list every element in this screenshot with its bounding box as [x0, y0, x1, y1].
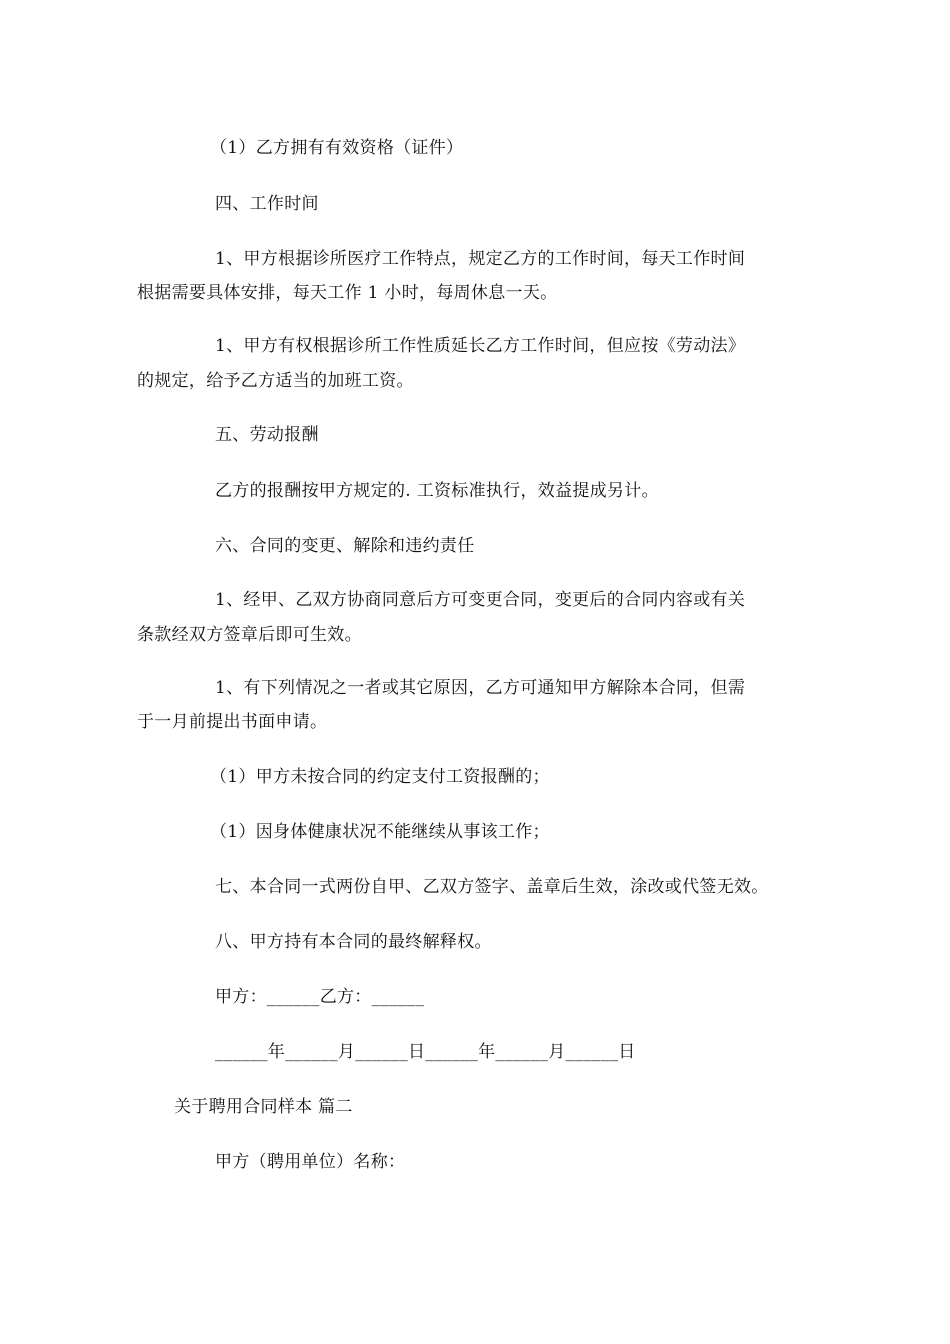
paragraph-work-hours-line1: 1、甲方根据诊所医疗工作特点，规定乙方的工作时间，每天工作时间 [215, 249, 746, 269]
paragraph-interpretation-right: 八、甲方持有本合同的最终解释权。 [215, 932, 492, 952]
paragraph-overtime-line2: 的规定，给予乙方适当的加班工资。 [137, 371, 414, 391]
signature-date-line: ______年______月______日______年______月______日 [215, 1042, 636, 1062]
section-heading-change-termination: 六、合同的变更、解除和违约责任 [215, 536, 475, 556]
paragraph-termination-line2: 于一月前提出书面申请。 [137, 712, 328, 732]
section-heading-remuneration: 五、劳动报酬 [215, 425, 319, 445]
paragraph-change-line2: 条款经双方签章后即可生效。 [137, 625, 362, 645]
signature-parties-line: 甲方：______乙方：______ [215, 987, 425, 1007]
section-heading-work-time: 四、工作时间 [215, 194, 319, 214]
paragraph-change-line1: 1、经甲、乙双方协商同意后方可变更合同，变更后的合同内容或有关 [215, 590, 746, 610]
paragraph-unpaid-wages: （1）甲方未按合同的约定支付工资报酬的； [210, 767, 550, 787]
paragraph-copies-validity: 七、本合同一式两份自甲、乙双方签字、盖章后生效，涂改或代签无效。 [215, 877, 769, 897]
paragraph-termination-line1: 1、有下列情况之一者或其它原因，乙方可通知甲方解除本合同，但需 [215, 678, 746, 698]
paragraph-remuneration: 乙方的报酬按甲方规定的. 工资标准执行，效益提成另计。 [215, 481, 659, 501]
paragraph-overtime-line1: 1、甲方有权根据诊所工作性质延长乙方工作时间，但应按《劳动法》 [215, 336, 746, 356]
paragraph-work-hours-line2: 根据需要具体安排，每天工作 1 小时，每周休息一天。 [137, 283, 558, 303]
paragraph-employer-name: 甲方（聘用单位）名称： [215, 1152, 406, 1172]
paragraph-qualification: （1）乙方拥有有效资格（证件） [210, 138, 464, 158]
section-title-part-two: 关于聘用合同样本 篇二 [174, 1097, 353, 1117]
paragraph-health-condition: （1）因身体健康状况不能继续从事该工作； [210, 822, 550, 842]
